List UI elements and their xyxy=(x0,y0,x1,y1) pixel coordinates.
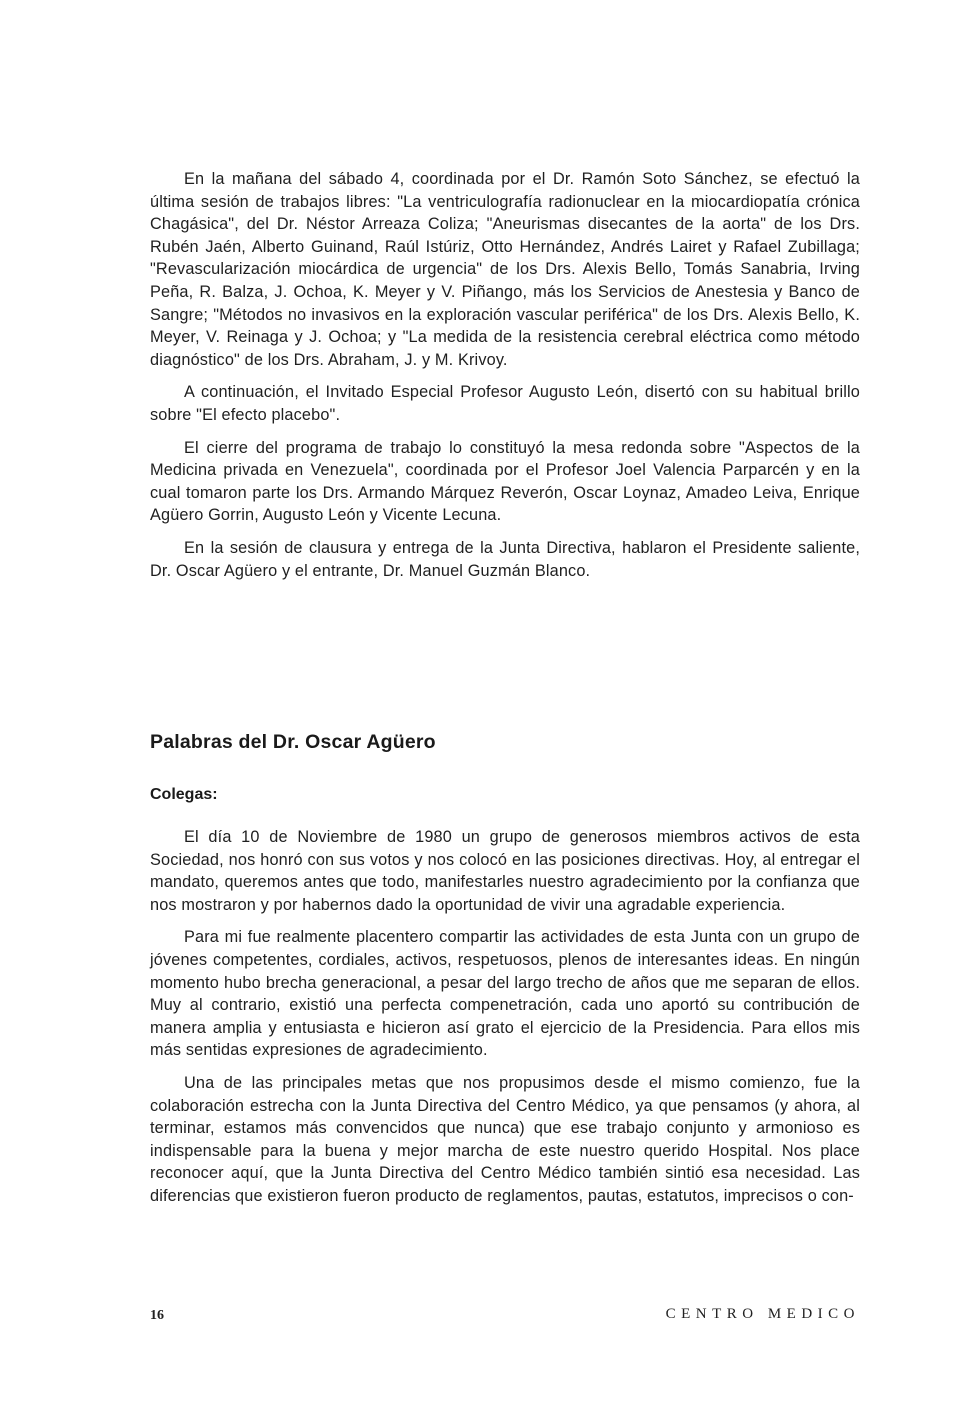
journal-name: CENTRO MEDICO xyxy=(665,1306,860,1322)
section-title: Palabras del Dr. Oscar Agüero xyxy=(150,731,436,753)
page-number: 16 xyxy=(150,1308,164,1323)
intro-paragraph-1: En la mañana del sábado 4, coordinada por el Dr. Ramón Soto Sánchez, se efectuó la última sesión de trabajos libres: "La ventriculografía radionuclear en la miocardiopatía crónica Chagásica", del Dr. Néstor Arreaza Coliza; "Aneurismas disecantes de la aorta" de los Drs. Rubén Jaén, Alberto Guinand, Raúl Istúriz, Otto Hernández, Andrés Lairet y Rafael Zubillaga; "Revascularización miocárdica de urgencia" de los Drs. Alexis Bello, Tomás Sanabria, Irving Peña, R. Balza, J. Ochoa, K. Meyer y V. Piñango, más los Servicios de Anestesia y Banco de Sangre; "Métodos no invasivos en la exploración vascular periférica" de los Drs. Alexis Bello, K. Meyer, V. Reinaga y J. Ochoa; y "La medida de la resistencia cerebral eléctrica como método diagnóstico" de los Drs. Abraham, J. y M. Krivoy. xyxy=(150,170,860,369)
intro-paragraph-3: El cierre del programa de trabajo lo constituyó la mesa redonda sobre "Aspectos de la Medicina privada en Venezuela", coordinada por el Profesor Joel Valencia Parparcén y en la cual tomaron parte los Drs. Armando Márquez Reverón, Oscar Loynaz, Amadeo Leiva, Enrique Agüero Gorrin, Augusto León y Vicente Lecuna. xyxy=(150,438,860,525)
speech-paragraph-3: Una de las principales metas que nos propusimos desde el mismo comienzo, fue la colaboración estrecha con la Junta Directiva del Centro Médico, ya que pensamos (y ahora, al terminar, estamos más convencidos que nunca) que ese trabajo conjunto y armonioso es indispensable para la buena y mejor marcha de este nuestro querido Hospital. Nos place reconocer aquí, que la Junta Directiva del Centro Médico también sintió esa necesidad. Las diferencias que existieron fueron producto de reglamentos, pautas, estatutos, imprecisos o con- xyxy=(150,1073,860,1205)
intro-paragraph-2: A continuación, el Invitado Especial Profesor Augusto León, disertó con su habitual brillo sobre "El efecto placebo". xyxy=(150,383,860,424)
intro-text-block xyxy=(150,168,860,582)
speech-text-block xyxy=(150,826,860,1208)
speech-paragraph-2: Para mi fue realmente placentero compartir las actividades de esta Junta con un grupo de jóvenes competentes, cordiales, activos, respetuosos, plenos de interesantes ideas. En ningún momento hubo brecha generacional, a pesar del largo trecho de años que me separan de ellos. Muy al contrario, existió una perfecta compenetración, cada uno aportó su contribución de manera amplia y entusiasta e hicieron así grato el ejercicio de la Presidencia. Para ellos mis más sentidas expresiones de agradecimiento. xyxy=(150,928,860,1060)
salutation: Colegas: xyxy=(150,786,218,803)
speech-paragraph-1: El día 10 de Noviembre de 1980 un grupo de generosos miembros activos de esta Sociedad, nos honró con sus votos y nos colocó en las posiciones directivas. Hoy, al entregar el mandato, queremos antes que todo, manifestarles nuestro agradecimiento por la confianza que nos mostraron y por habernos dado la oportunidad de vivir una agradable experiencia. xyxy=(150,828,860,914)
intro-paragraph-4: En la sesión de clausura y entrega de la Junta Directiva, hablaron el Presidente saliente, Dr. Oscar Agüero y el entrante, Dr. Manuel Guzmán Blanco. xyxy=(150,538,860,580)
